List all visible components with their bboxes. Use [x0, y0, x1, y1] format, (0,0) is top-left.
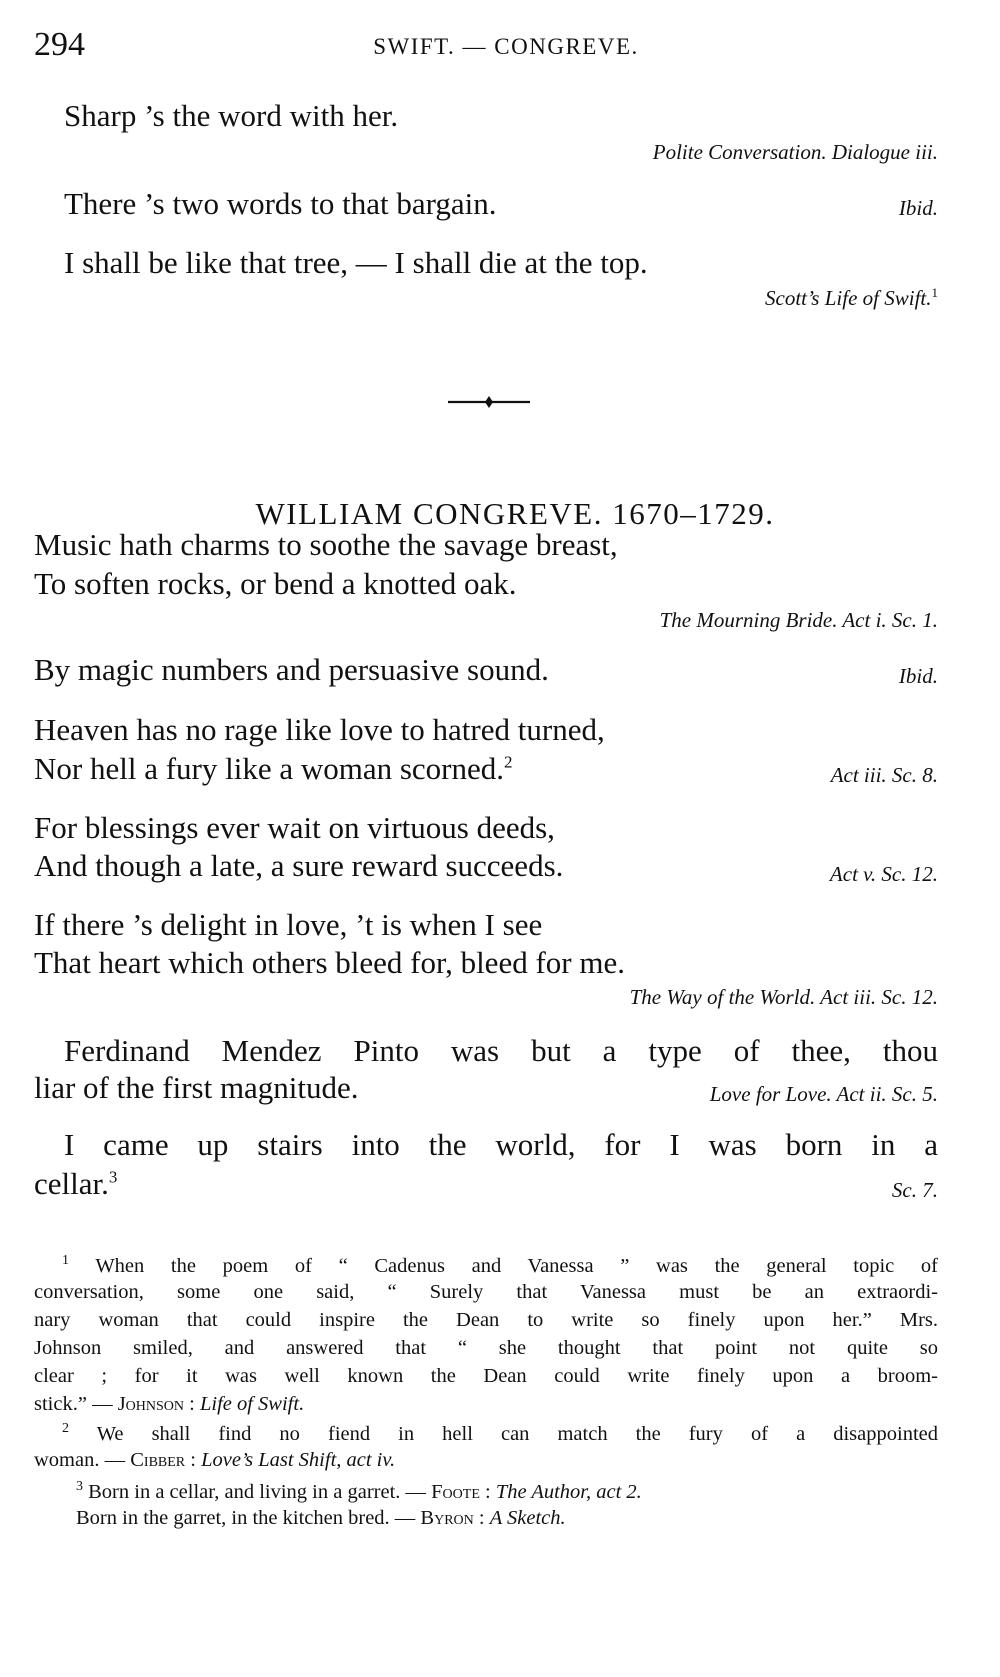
- footnote-marker: 1: [62, 1253, 69, 1268]
- quote-line: Ferdinand Mendez Pinto was but a type of thee, thou: [64, 1033, 938, 1068]
- section-title: WILLIAM CONGREVE. 1670–1729.: [255, 496, 775, 531]
- footnote-line: [34, 1479, 938, 1504]
- quote-citation: [765, 285, 938, 311]
- quote-citation: Ibid.: [898, 664, 938, 688]
- footnote-ref: 2: [504, 752, 513, 772]
- footnote-work: A Sketch.: [489, 1507, 566, 1529]
- page-number: 294: [34, 26, 85, 63]
- footnote-marker: 3: [76, 1479, 83, 1494]
- quote-line: [34, 751, 513, 787]
- footnote-text: Born in the garret, in the kitchen bred. —: [76, 1507, 416, 1529]
- footnote-ref: 3: [108, 1167, 118, 1187]
- quote-line: [34, 1166, 117, 1202]
- footnote-text: woman. —: [34, 1449, 126, 1471]
- quote-line: And though a late, a sure reward succeeds.: [34, 848, 564, 883]
- footnote-text: stick.” —: [34, 1393, 113, 1415]
- quote-line: Heaven has no rage like love to hatred turned,: [34, 712, 605, 747]
- quote-citation: Act iii. Sc. 8.: [830, 763, 938, 787]
- quote-line: Music hath charms to soothe the savage breast,: [34, 527, 618, 562]
- footnote-author: Cibber :: [130, 1449, 196, 1471]
- footnote-line: Johnson smiled, and answered that “ she thought that point not quite so: [34, 1337, 938, 1359]
- quote-line: For blessings ever wait on virtuous deeds,: [34, 810, 555, 845]
- citation-text: Scott’s Life of Swift.: [765, 286, 932, 310]
- footnote-line: [34, 1393, 938, 1416]
- footnote-line: [34, 1421, 938, 1446]
- footnote-marker: 2: [62, 1421, 69, 1436]
- quote-line: To soften rocks, or bend a knotted oak.: [34, 566, 517, 601]
- quote-line: I shall be like that tree, — I shall die at the top.: [64, 245, 648, 280]
- quote-line: That heart which others bleed for, bleed for me.: [34, 945, 625, 980]
- running-head: SWIFT. — CONGREVE.: [373, 34, 639, 59]
- quote-line: liar of the first magnitude.: [34, 1070, 359, 1105]
- footnote-author: Byron :: [420, 1507, 485, 1529]
- quote-line: There ’s two words to that bargain.: [64, 186, 497, 221]
- footnote-line: [34, 1449, 938, 1472]
- quote-line: If there ’s delight in love, ’t is when I see: [34, 907, 543, 942]
- footnote-line: [34, 1507, 938, 1530]
- quote-citation: Polite Conversation. Dialogue iii.: [652, 140, 938, 164]
- quote-citation: Sc. 7.: [891, 1178, 938, 1202]
- ornament-divider-icon: [448, 392, 530, 412]
- page-header: [34, 26, 938, 76]
- quote-line: Sharp ’s the word with her.: [64, 98, 399, 133]
- quote-text: cellar.: [34, 1166, 109, 1201]
- footnote-work: Life of Swift.: [199, 1393, 305, 1415]
- footnote-author: Foote :: [431, 1480, 491, 1503]
- quote-citation: Ibid.: [898, 196, 938, 220]
- quote-citation: Love for Love. Act ii. Sc. 5.: [709, 1082, 938, 1106]
- footnote-ref: 1: [931, 285, 938, 300]
- quote-citation: The Way of the World. Act iii. Sc. 12.: [629, 985, 938, 1009]
- footnote-text: When the poem of “ Cadenus and Vanessa ” was the general topic of: [95, 1254, 939, 1277]
- quote-citation: Act v. Sc. 12.: [829, 862, 938, 886]
- footnote-text: Born in a cellar, and living in a garret. —: [88, 1480, 427, 1503]
- footnote-line: conversation, some one said, “ Surely that Vanessa must be an extraordi-: [34, 1281, 938, 1303]
- footnote-work: The Author, act 2.: [495, 1480, 642, 1503]
- footnote-work: Love’s Last Shift, act iv.: [201, 1449, 396, 1471]
- footnote-author: Johnson :: [117, 1393, 195, 1415]
- quote-line: I came up stairs into the world, for I was born in a: [64, 1127, 938, 1162]
- footnote-line: nary woman that could inspire the Dean to write so finely upon her.” Mrs.: [34, 1309, 938, 1331]
- quote-citation: The Mourning Bride. Act i. Sc. 1.: [659, 608, 938, 632]
- footnote-line: clear ; for it was well known the Dean could write finely upon a broom-: [34, 1365, 938, 1387]
- quote-text: Nor hell a fury like a woman scorned.: [34, 751, 505, 786]
- quote-line: By magic numbers and persuasive sound.: [34, 652, 549, 687]
- footnote-line: [34, 1253, 938, 1278]
- footnote-text: We shall find no fiend in hell can match the fury of a disappointed: [96, 1422, 938, 1445]
